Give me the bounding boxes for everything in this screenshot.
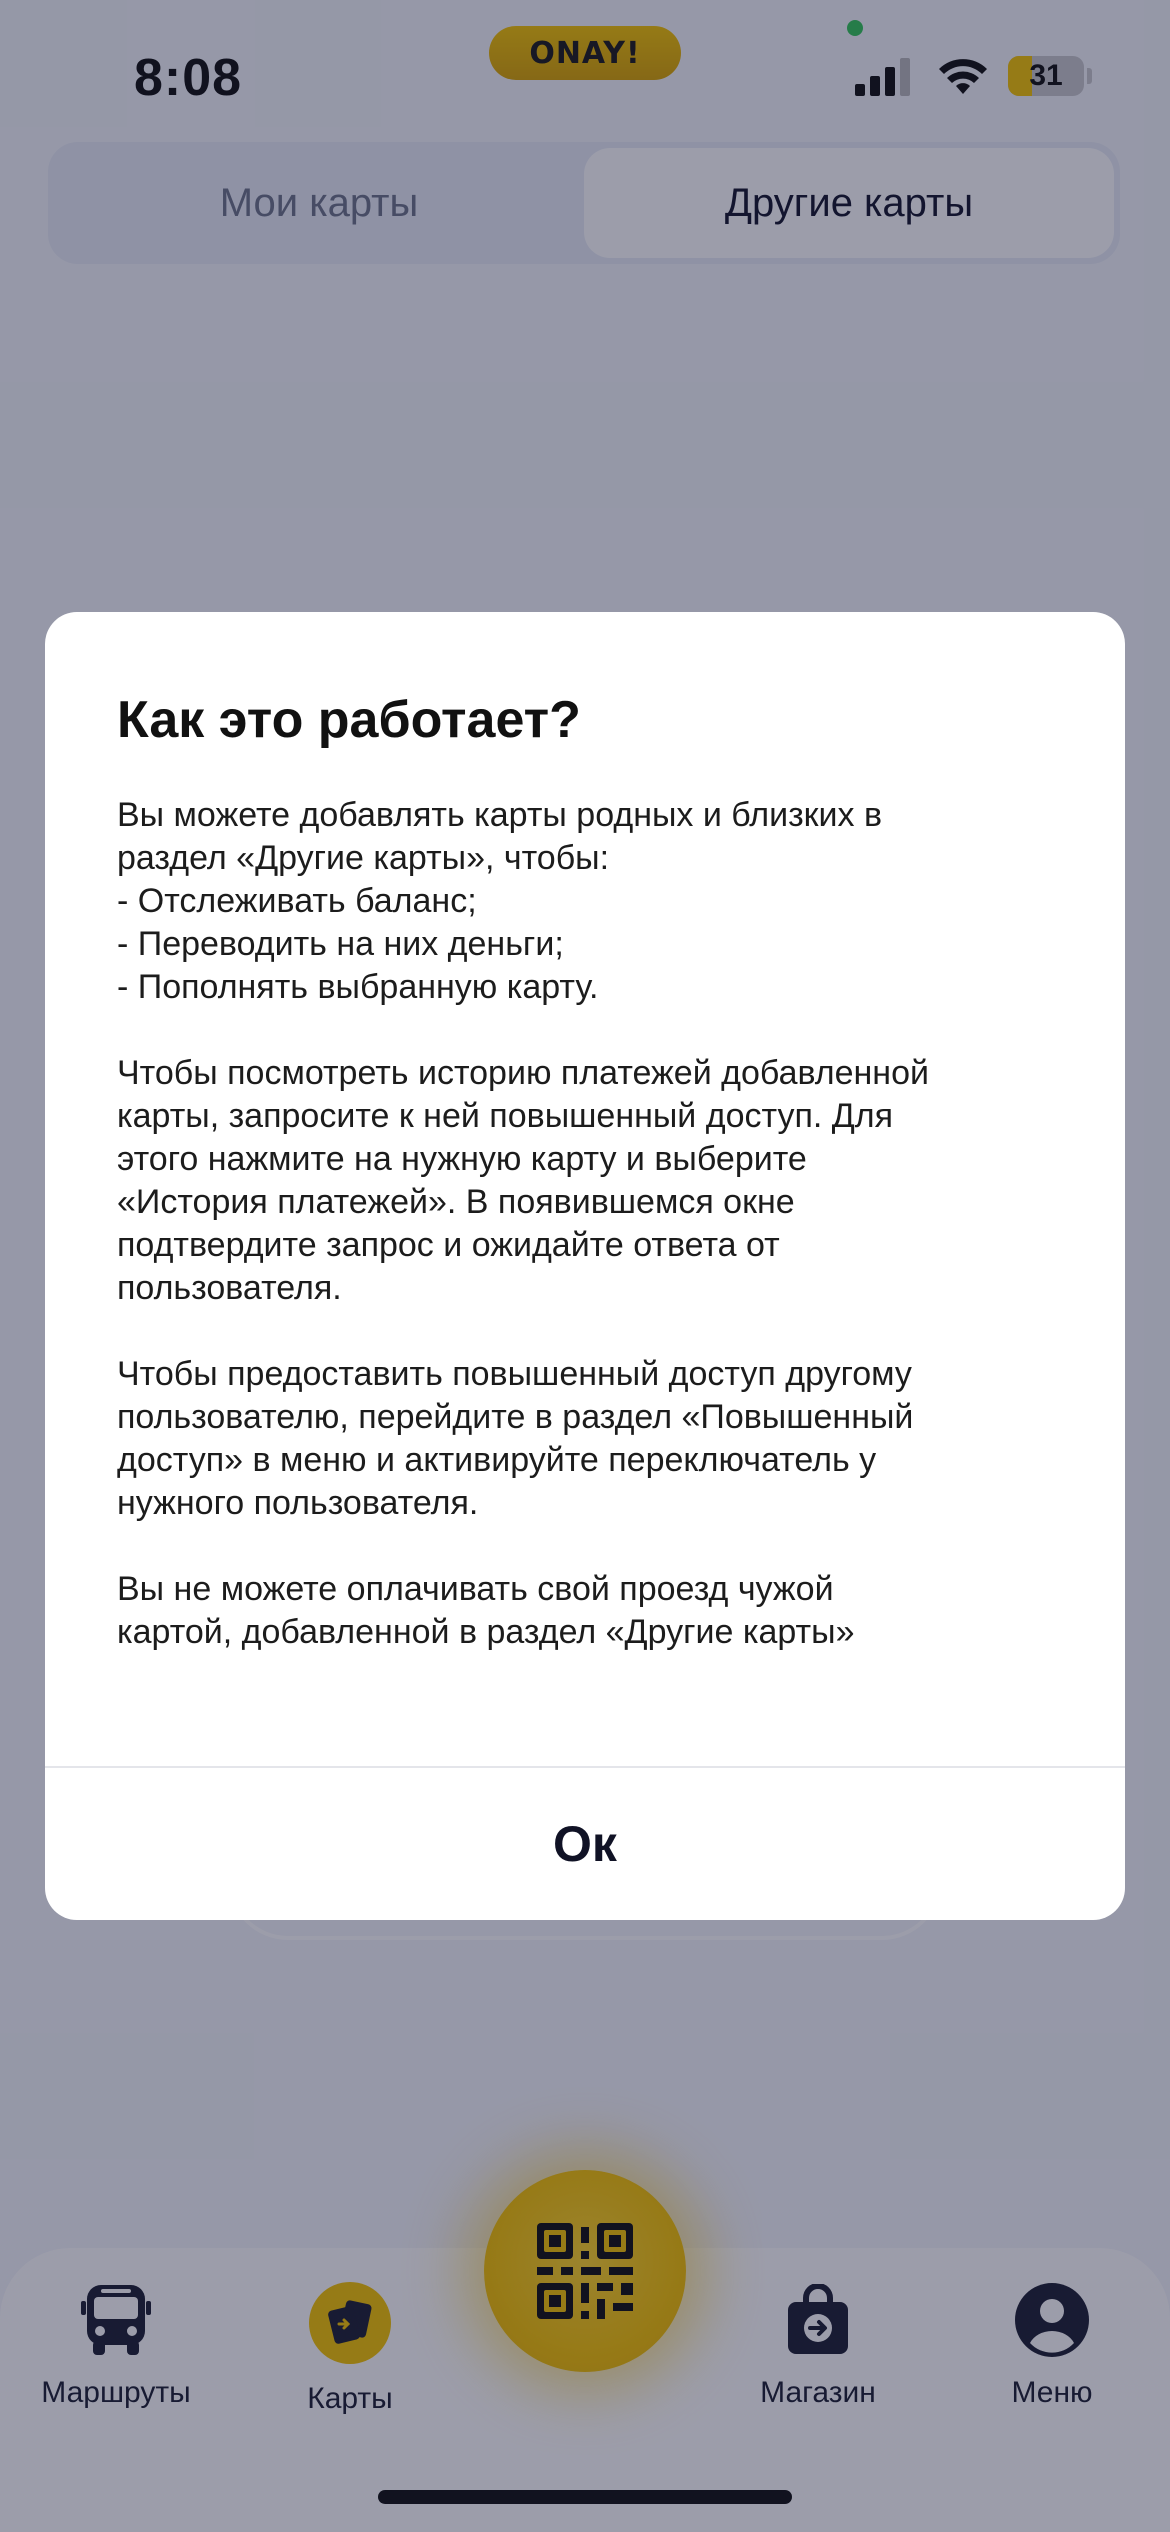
- dialog-text-line: картой, добавленной в раздел «Другие карты»: [117, 1613, 855, 1651]
- dialog-text-line: Чтобы посмотреть историю платежей добавленной: [117, 1054, 929, 1092]
- dialog-text-line: подтвердите запрос и ожидайте ответа от: [117, 1226, 780, 1264]
- dialog-text-line: нужного пользователя.: [117, 1484, 479, 1522]
- dialog-paragraph: [117, 1568, 1062, 1654]
- dialog-text-line: раздел «Другие карты», чтобы:: [117, 839, 610, 877]
- nav-label-shop: Магазин: [760, 2376, 876, 2409]
- status-time: 8:08: [134, 49, 243, 107]
- nav-label-cards: Карты: [307, 2382, 393, 2415]
- dialog-text-line: пользователю, перейдите в раздел «Повышенный: [117, 1398, 914, 1436]
- battery-level: 31: [1029, 59, 1063, 92]
- dialog-title: Как это работает?: [117, 691, 581, 749]
- dialog-paragraph: [117, 1353, 1062, 1525]
- dialog-paragraph: [117, 794, 1062, 1009]
- dialog-text-line: Вы не можете оплачивать свой проезд чужой: [117, 1570, 834, 1608]
- dialog-body: [117, 794, 1062, 1697]
- dialog-text-line: Чтобы предоставить повышенный доступ другому: [117, 1355, 912, 1393]
- nav-label-menu: Меню: [1011, 2376, 1093, 2409]
- how-it-works-dialog: [45, 612, 1125, 1920]
- dialog-text-line: Вы можете добавлять карты родных и близких в: [117, 796, 883, 834]
- tab-my-cards[interactable]: Мои карты: [219, 180, 419, 225]
- dialog-text-line: этого нажмите на нужную карту и выберите: [117, 1140, 807, 1178]
- dialog-text-line: - Пополнять выбранную карту.: [117, 968, 599, 1006]
- dialog-text-line: - Отслеживать баланс;: [117, 882, 477, 920]
- ok-button[interactable]: Ок: [553, 1816, 617, 1872]
- dialog-text-line: - Переводить на них деньги;: [117, 925, 564, 963]
- tab-other-cards[interactable]: Другие карты: [584, 148, 1114, 258]
- dialog-paragraph: [117, 1052, 1062, 1310]
- dialog-text-line: «История платежей». В появившемся окне: [117, 1183, 795, 1221]
- dialog-text-line: доступ» в меню и активируйте переключатель у: [117, 1441, 877, 1479]
- dialog-text-line: карты, запросите к ней повышенный доступ. Для: [117, 1097, 894, 1135]
- nav-label-routes: Маршруты: [41, 2376, 191, 2409]
- brand-pill: ONAY!: [489, 26, 681, 80]
- dialog-text-line: пользователя.: [117, 1269, 342, 1307]
